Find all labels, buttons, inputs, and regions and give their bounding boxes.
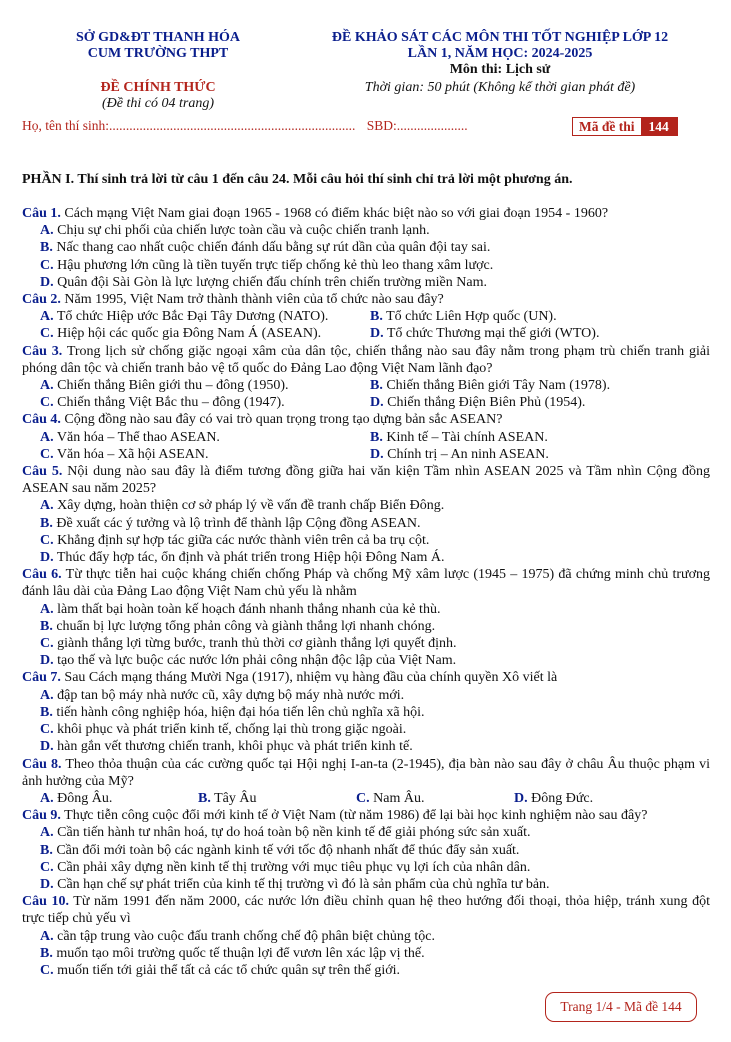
option-text: muốn tiến tới giải thể tất cả các tổ chức quân sự trên thế giới. — [53, 962, 401, 978]
answer-option — [22, 515, 710, 532]
option-letter: D. — [40, 274, 54, 290]
option-text: Chính trị – An ninh ASEAN. — [383, 446, 549, 462]
answer-option — [22, 549, 710, 566]
answer-option-row — [22, 394, 710, 411]
answer-option — [22, 687, 710, 704]
department-header — [68, 30, 248, 62]
question-stem: Từ năm 1991 đến năm 2000, các nước lớn điều chỉnh quan hệ theo hướng đối thoại, thỏa hiệp, tránh xung đột trực tiếp chủ yếu vì — [22, 894, 711, 927]
option-text: Tây Âu — [210, 790, 257, 806]
option-text: Văn hóa – Thể thao ASEAN. — [53, 429, 220, 445]
answer-option-row — [22, 429, 710, 446]
question-stem: Theo thỏa thuận của các cường quốc tại Hội nghị I-an-ta (2-1945), địa bàn nào sau đây ở châu Âu thuộc phạm vi ảnh hưởng của Mỹ? — [22, 756, 710, 789]
option-letter: C. — [356, 790, 370, 806]
option-letter: B. — [40, 618, 53, 634]
answer-option — [22, 652, 710, 669]
answer-option — [22, 618, 710, 635]
answer-option — [370, 377, 610, 394]
option-letter: A. — [40, 378, 54, 394]
option-letter: A. — [40, 825, 54, 841]
answer-option — [40, 429, 370, 446]
option-text: giành thắng lợi từng bước, tranh thủ thời cơ giành thắng lợi quyết định. — [53, 636, 457, 652]
question-number: Câu 7. — [22, 670, 61, 686]
page-count: (Đề thi có 04 trang) — [102, 96, 214, 111]
option-text: Chiến thắng Điện Biên Phủ (1954). — [383, 395, 586, 411]
answer-option — [514, 790, 672, 807]
option-letter: A. — [40, 498, 54, 514]
question-number: Câu 8. — [22, 756, 62, 772]
answer-option — [22, 738, 710, 755]
exam-subject: Môn thi: Lịch sử — [449, 62, 551, 77]
question-stem: Cách mạng Việt Nam giai đoạn 1965 - 1968 có điểm khác biệt nào so với giai đoạn 1954 - 1960? — [60, 206, 609, 221]
option-text: Khẳng định sự hợp tác giữa các nước thành viên trên cả ba trụ cột. — [53, 532, 430, 548]
answer-option — [22, 601, 710, 618]
answer-option — [370, 394, 585, 411]
answer-option — [40, 790, 198, 807]
option-letter: A. — [40, 790, 54, 806]
option-letter: B. — [40, 240, 53, 256]
exam-code-box — [572, 117, 678, 136]
option-letter: C. — [40, 859, 54, 875]
question-stem: Thực tiễn công cuộc đổi mới kinh tế ở Việt Nam (từ năm 1986) để lại bài học kinh nghiệm nào sau đây? — [60, 808, 648, 824]
exam-code-value: 144 — [641, 118, 677, 135]
option-letter: C. — [40, 722, 54, 738]
question-text — [22, 463, 710, 497]
exam-code-label: Mã đề thi — [579, 119, 635, 134]
option-letter: B. — [40, 704, 53, 720]
answer-option — [22, 945, 710, 962]
answer-option — [370, 429, 548, 446]
page-footer: Trang 1/4 - Mã đề 144 — [545, 992, 697, 1022]
option-text: Chiến thắng Biên giới thu – đông (1950). — [53, 378, 289, 394]
answer-option — [22, 704, 710, 721]
option-letter: C. — [40, 532, 54, 548]
option-text: Cần tiến hành tư nhân hoá, tự do hoá toàn bộ nền kinh tế để giải phóng sức sản xuất. — [53, 825, 531, 841]
option-letter: C. — [40, 446, 54, 462]
option-letter: C. — [40, 395, 54, 411]
answer-option — [22, 239, 710, 256]
answer-option-row — [22, 325, 710, 342]
option-text: muốn tạo môi trường quốc tế thuận lợi để vươn lên xác lập vị thế. — [52, 945, 425, 961]
option-letter: B. — [40, 842, 53, 858]
question-stem: Cộng đồng nào sau đây có vai trò quan trọng trong tạo dựng bản sắc ASEAN? — [60, 412, 503, 428]
option-text: tiến hành công nghiệp hóa, hiện đại hóa tiến lên chủ nghĩa xã hội. — [52, 704, 425, 720]
answer-option — [370, 446, 549, 463]
option-text: khôi phục và phát triển kinh tế, chống lại thù trong giặc ngoài. — [53, 722, 407, 738]
answer-option — [22, 962, 710, 979]
option-letter: D. — [370, 446, 384, 462]
department-name: SỞ GD&ĐT THANH HÓA — [75, 30, 240, 45]
part-title: PHẦN I. Thí sinh trả lời từ câu 1 đến câu 24. Mỗi câu hỏi thí sinh chỉ trả lời một phương án. — [22, 172, 573, 187]
answer-option — [22, 222, 710, 239]
option-text: Nấc thang cao nhất cuộc chiến đánh dấu bằng sự rút dần của quân đội tay sai. — [52, 240, 491, 256]
option-text: hàn gắn vết thương chiến tranh, khôi phục và phát triển kinh tế. — [53, 739, 413, 755]
option-letter: C. — [40, 962, 54, 978]
option-text: Quân đội Sài Gòn là lực lượng chiến đấu chính trên chiến trường miền Nam. — [53, 274, 487, 290]
exam-session: LẦN 1, NĂM HỌC: 2024-2025 — [407, 46, 593, 61]
answer-option — [356, 790, 514, 807]
question-number: Câu 9. — [22, 808, 61, 824]
question-text — [22, 807, 710, 824]
answer-option — [22, 876, 710, 893]
option-text: chuẩn bị lực lượng tổng phản công và giành thắng lợi nhanh chóng. — [52, 618, 436, 634]
official-label: ĐỀ CHÍNH THỨC — [100, 80, 216, 95]
option-letter: D. — [514, 790, 528, 806]
option-letter: B. — [370, 309, 383, 325]
option-text: cần tập trung vào cuộc đấu tranh chống chế độ phân biệt chủng tộc. — [53, 928, 435, 944]
option-letter: C. — [40, 636, 54, 652]
exam-title-block — [300, 30, 700, 62]
option-text: Cần đổi mới toàn bộ các ngành kinh tế với tốc độ nhanh nhất để thúc đẩy sản xuất. — [52, 842, 520, 858]
option-text: tạo thế và lực buộc các nước lớn phải công nhận độc lập của Việt Nam. — [53, 653, 457, 669]
option-letter: A. — [40, 429, 54, 445]
option-letter: D. — [40, 739, 54, 755]
question-number: Câu 1. — [22, 206, 61, 221]
option-text: Thúc đẩy hợp tác, ổn định và phát triển trong Hiệp hội Đông Nam Á. — [53, 550, 445, 566]
option-text: Xây dựng, hoàn thiện cơ sở pháp lý về vấn đề tranh chấp Biển Đông. — [53, 498, 445, 514]
answer-option — [40, 446, 370, 463]
option-text: Chịu sự chi phối của chiến lược toàn cầu và cuộc chiến tranh lạnh. — [53, 223, 430, 239]
answer-option — [40, 377, 370, 394]
option-letter: A. — [40, 687, 54, 703]
sbd-field: SBD:..................... — [366, 118, 468, 133]
option-letter: D. — [370, 326, 384, 342]
answer-option-row — [22, 446, 710, 463]
option-letter: A. — [40, 601, 54, 617]
option-text: Tổ chức Liên Hợp quốc (UN). — [382, 309, 557, 325]
question-text — [22, 291, 710, 308]
answer-option-row — [22, 308, 710, 325]
answer-option — [22, 497, 710, 514]
option-text: Hậu phương lớn cũng là tiền tuyến trực tiếp chống kẻ thù leo thang xâm lược. — [53, 257, 494, 273]
question-number: Câu 10. — [22, 894, 69, 910]
option-letter: C. — [40, 326, 54, 342]
answer-option — [40, 325, 370, 342]
option-text: Hiệp hội các quốc gia Đông Nam Á (ASEAN). — [53, 326, 322, 342]
answer-option — [22, 274, 710, 291]
option-text: đập tan bộ máy nhà nước cũ, xây dựng bộ máy nhà nước mới. — [53, 687, 405, 703]
answer-option — [22, 859, 710, 876]
option-letter: A. — [40, 309, 54, 325]
option-letter: B. — [370, 378, 383, 394]
question-text — [22, 566, 710, 600]
option-letter: D. — [40, 876, 54, 892]
student-name-field: Họ, tên thí sinh:......................................................................... — [22, 118, 356, 133]
question-stem: Năm 1995, Việt Nam trở thành thành viên của tổ chức nào sau đây? — [60, 292, 444, 308]
question-list — [22, 205, 710, 979]
answer-option — [370, 308, 557, 325]
answer-option — [40, 394, 370, 411]
option-text: Đề xuất các ý tưởng và lộ trình để thành lập Cộng đồng ASEAN. — [52, 515, 421, 531]
option-text: Cần hạn chế sự phát triển của kinh tế thị trường vì đó là sản phẩm của chủ nghĩa tư bản. — [53, 876, 550, 892]
option-letter: B. — [40, 515, 53, 531]
exam-duration: Thời gian: 50 phút (Không kể thời gian phát đề) — [364, 80, 636, 95]
answer-option — [22, 928, 710, 945]
question-number: Câu 2. — [22, 292, 61, 308]
question-number: Câu 6. — [22, 567, 62, 583]
question-text — [22, 411, 710, 428]
question-text — [22, 669, 710, 686]
school-cluster: CUM TRƯỜNG THPT — [87, 46, 229, 61]
answer-option — [22, 824, 710, 841]
option-letter: B. — [40, 945, 53, 961]
exam-title: ĐỀ KHẢO SÁT CÁC MÔN THI TỐT NGHIỆP LỚP 12 — [331, 30, 669, 45]
question-text — [22, 343, 710, 377]
answer-option — [198, 790, 356, 807]
answer-option — [370, 325, 599, 342]
answer-option — [40, 308, 370, 325]
option-text: Cần phải xây dựng nền kinh tế thị trường với mục tiêu phục vụ lợi ích của nhân dân. — [53, 859, 531, 875]
question-text — [22, 205, 710, 222]
question-stem: Từ thực tiễn hai cuộc kháng chiến chống Pháp và chống Mỹ xâm lược (1945 – 1975) đã chứng minh chủ trương đánh lâu dài của Đảng Lao động Việt Nam chủ yếu là nhằm — [22, 567, 710, 600]
question-text — [22, 893, 710, 927]
option-letter: A. — [40, 223, 54, 239]
answer-option — [22, 842, 710, 859]
option-text: làm thất bại hoàn toàn kế hoạch đánh nhanh thắng nhanh của kẻ thù. — [53, 601, 441, 617]
option-text: Đông Đức. — [527, 790, 594, 806]
option-text: Đông Âu. — [53, 790, 113, 806]
answer-option — [22, 721, 710, 738]
option-text: Nam Âu. — [369, 790, 425, 806]
option-text: Chiến thắng Biên giới Tây Nam (1978). — [382, 378, 611, 394]
question-stem: Trong lịch sử chống giặc ngoại xâm của dân tộc, chiến thắng nào sau đây nằm trong phạm trù chiến tranh giải phóng dân tộc và chiến tranh bảo vệ tổ quốc do Đảng Lao động Việt Nam lãnh đạo? — [22, 343, 710, 376]
option-text: Kinh tế – Tài chính ASEAN. — [382, 429, 548, 445]
answer-option — [22, 257, 710, 274]
option-letter: B. — [370, 429, 383, 445]
question-stem: Nội dung nào sau đây là điểm tương đồng giữa hai văn kiện Tầm nhìn ASEAN 2025 và Tầm nhìn Cộng đồng ASEAN sau năm 2025? — [22, 464, 710, 497]
option-text: Chiến thắng Việt Bắc thu – đông (1947). — [53, 395, 285, 411]
question-number: Câu 4. — [22, 412, 61, 428]
option-letter: B. — [198, 790, 211, 806]
option-text: Văn hóa – Xã hội ASEAN. — [53, 446, 209, 462]
answer-option — [22, 635, 710, 652]
answer-option-row — [22, 790, 710, 807]
option-letter: A. — [40, 928, 54, 944]
option-text: Tổ chức Thương mại thế giới (WTO). — [383, 326, 600, 342]
option-letter: D. — [40, 550, 54, 566]
question-stem: Sau Cách mạng tháng Mười Nga (1917), nhiệm vụ hàng đầu của chính quyền Xô viết là — [60, 670, 558, 686]
option-letter: D. — [40, 653, 54, 669]
option-text: Tổ chức Hiệp ước Bắc Đại Tây Dương (NATO). — [53, 309, 329, 325]
question-number: Câu 3. — [22, 343, 63, 359]
option-letter: D. — [370, 395, 384, 411]
answer-option — [22, 532, 710, 549]
question-text — [22, 756, 710, 790]
option-letter: C. — [40, 257, 54, 273]
question-number: Câu 5. — [22, 464, 63, 480]
answer-option-row — [22, 377, 710, 394]
